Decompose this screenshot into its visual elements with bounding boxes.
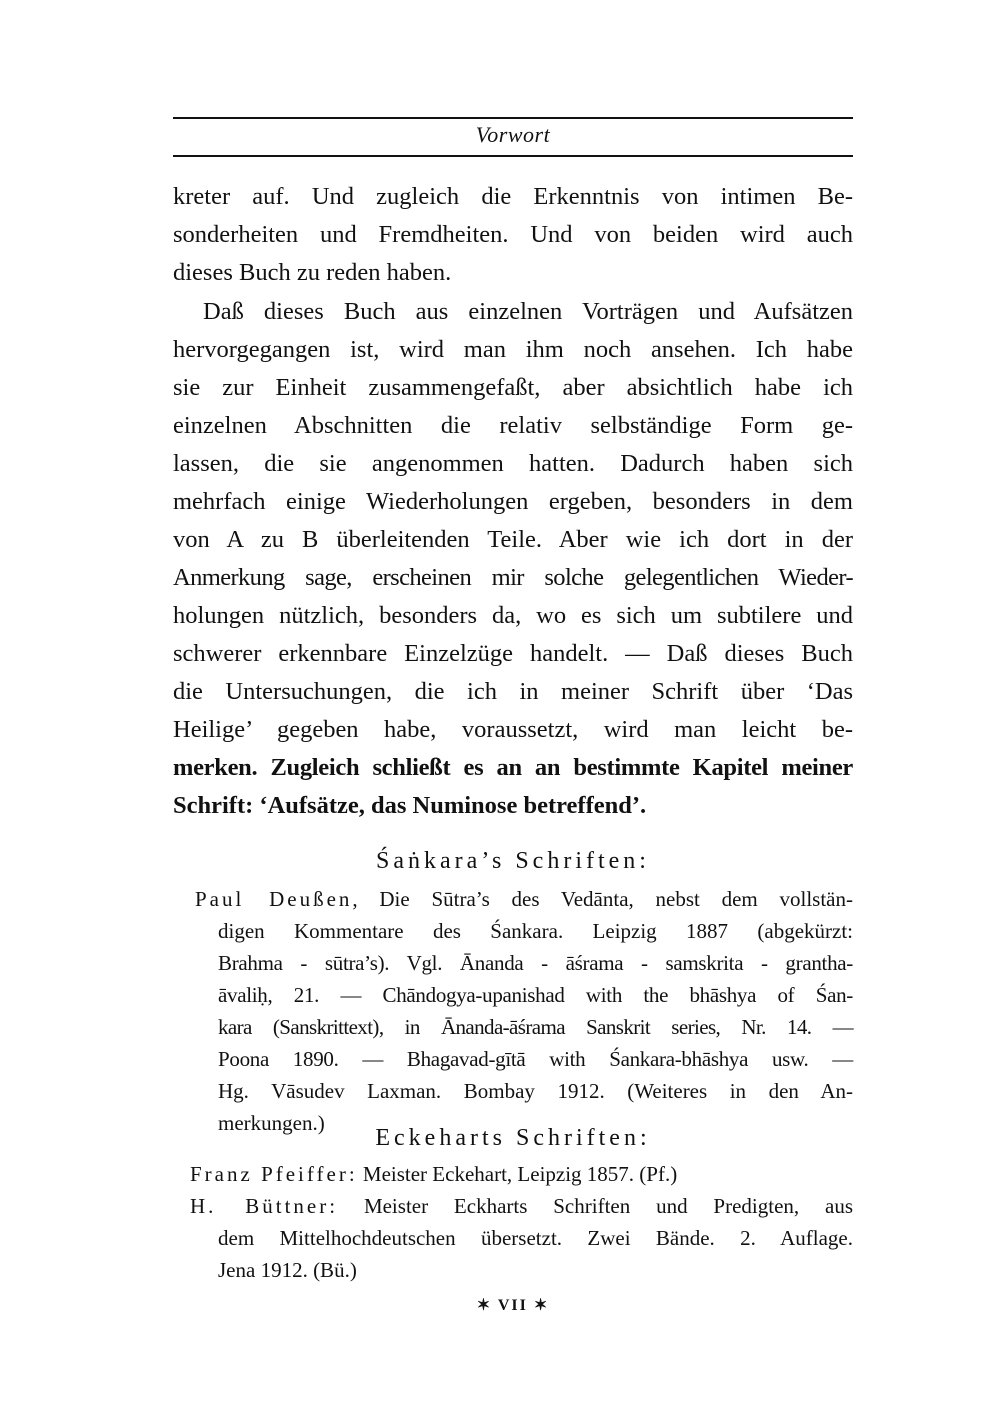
running-head: Vorwort xyxy=(475,122,551,147)
body-line: von A zu B überleitenden Teile. Aber wie ich dort in der xyxy=(173,526,853,553)
reference-author: H. Büttner: xyxy=(190,1194,339,1218)
page-number: ✶ VII ✶ xyxy=(476,1297,550,1314)
body-line: merken. Zugleich schließt es an an bestimmte Kapitel meiner xyxy=(173,754,853,781)
reference-line: Poona 1890. — Bhagavad-gītā with Śankara-bhāshya usw. — xyxy=(218,1047,853,1071)
body-line: holungen nützlich, besonders da, wo es sich um subtilere und xyxy=(173,602,853,629)
body-line: sie zur Einheit zusammengefaßt, aber absichtlich habe ich xyxy=(173,374,853,401)
body-line: hervorgegangen ist, wird man ihm noch ansehen. Ich habe xyxy=(173,336,853,363)
body-line: kreter auf. Und zugleich die Erkenntnis von intimen Be- xyxy=(173,183,853,210)
body-line: schwerer erkennbare Einzelzüge handelt. — Daß dieses Buch xyxy=(173,640,853,667)
reference-text: Meister Eckehart, Leipzig 1857. (Pf.) xyxy=(357,1162,678,1186)
reference-line: kara (Sanskrittext), in Ānanda-āśrama Sanskrit series, Nr. 14. — xyxy=(218,1015,853,1039)
reference-line: Hg. Vāsudev Laxman. Bombay 1912. (Weiteres in den An- xyxy=(218,1079,853,1103)
reference-text: Meister Eckharts Schriften und Predigten, aus xyxy=(338,1194,853,1218)
body-line: Daß dieses Buch aus einzelnen Vorträgen und Aufsätzen xyxy=(203,298,853,325)
reference-line: āvaliḥ, 21. — Chāndogya-upanishad with the bhāshya of Śan- xyxy=(218,983,853,1007)
reference-text: , Die Sūtra’s des Vedānta, nebst dem vollstän- xyxy=(352,887,853,911)
reference-line: merkungen.) xyxy=(218,1111,325,1135)
body-line: sonderheiten und Fremdheiten. Und von beiden wird auch xyxy=(173,221,853,248)
reference-line: dem Mittelhochdeutschen übersetzt. Zwei Bände. 2. Auflage. xyxy=(218,1226,853,1250)
body-line: Schrift: ‘Aufsätze, das Numinose betreffend’. xyxy=(173,792,647,819)
body-line: dieses Buch zu reden haben. xyxy=(173,259,452,286)
body-line: mehrfach einige Wiederholungen ergeben, besonders in dem xyxy=(173,488,853,515)
section-heading-sankara: Śaṅkara’s Schriften: xyxy=(376,848,650,874)
body-line: Anmerkung sage, erscheinen mir solche gelegentlichen Wieder- xyxy=(173,564,853,591)
header-rule-bottom xyxy=(173,155,853,157)
reference-line xyxy=(190,1158,853,1190)
reference-line: Jena 1912. (Bü.) xyxy=(218,1258,357,1282)
body-line: Heilige’ gegeben habe, voraussetzt, wird man leicht be- xyxy=(173,716,853,743)
body-line: die Untersuchungen, die ich in meiner Schrift über ‘Das xyxy=(173,678,853,705)
reference-line: Brahma - sūtra’s). Vgl. Ānanda - āśrama - samskrita - grantha- xyxy=(218,951,853,975)
header-rule-top xyxy=(173,117,853,119)
reference-author: Paul Deußen xyxy=(195,887,353,911)
body-line: lassen, die sie angenommen hatten. Dadurch haben sich xyxy=(173,450,853,477)
section-heading-eckehart: Eckeharts Schriften: xyxy=(375,1125,651,1151)
reference-line: digen Kommentare des Śankara. Leipzig 1887 (abgekürzt: xyxy=(218,919,853,943)
body-line: einzelnen Abschnitten die relativ selbständige Form ge- xyxy=(173,412,853,439)
reference-line xyxy=(195,883,853,915)
reference-line xyxy=(190,1190,853,1222)
reference-author: Franz Pfeiffer: xyxy=(190,1162,358,1186)
